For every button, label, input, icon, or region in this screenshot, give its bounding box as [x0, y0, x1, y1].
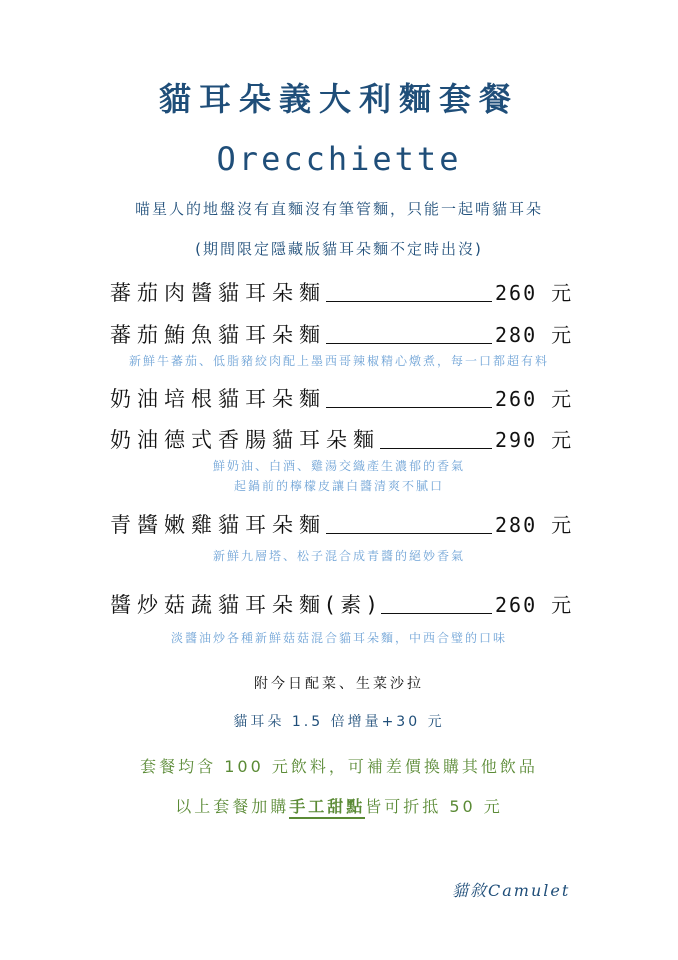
menu-item-description: 新鮮牛蕃茄、低脂豬絞肉配上墨西哥辣椒精心燉煮，每一口都超有料	[128, 354, 549, 368]
limited-note: (期間限定隱藏版貓耳朵麵不定時出沒)	[195, 240, 483, 258]
menu-item-price: 290 元	[495, 428, 574, 452]
leader-line	[380, 447, 492, 449]
menu-item-name: 奶油培根貓耳朵麵	[110, 387, 326, 411]
menu-item-description: 淡醬油炒各種新鮮菇菇混合貓耳朵麵，中西合璧的口味	[170, 631, 507, 645]
menu-item-description: 鮮奶油、白酒、雞湯交織產生濃郁的香氣	[212, 459, 465, 473]
menu-item	[110, 378, 580, 414]
menu-item-description: 新鮮九層塔、松子混合成青醬的絕妙香氣	[212, 549, 465, 563]
menu-item-description: 起鍋前的檸檬皮讓白醬清爽不膩口	[233, 479, 444, 493]
signature: 貓敘Camulet	[452, 881, 571, 900]
dessert-note-prefix: 以上套餐加購	[175, 797, 290, 816]
dessert-note	[0, 794, 678, 817]
menu-item-price: 280 元	[495, 323, 574, 347]
menu-item-name: 奶油德式香腸貓耳朵麵	[110, 428, 380, 452]
menu-item	[110, 314, 580, 350]
dessert-note-suffix: 皆可折抵 50 元	[365, 797, 503, 816]
menu-item-price: 280 元	[495, 513, 574, 537]
menu-item	[110, 419, 580, 455]
page-subtitle: Orecchiette	[216, 140, 462, 178]
leader-line	[326, 300, 492, 302]
leader-line	[326, 342, 492, 344]
tagline: 喵星人的地盤沒有直麵沒有筆管麵，只能一起啃貓耳朵	[134, 200, 543, 218]
menu-item-name: 蕃茄鮪魚貓耳朵麵	[110, 323, 326, 347]
leader-line	[381, 612, 492, 614]
menu-item-price: 260 元	[495, 593, 574, 617]
portion-upgrade-note: 貓耳朵 1.5 倍增量+30 元	[233, 714, 445, 730]
menu-item-name: 醬炒菇蔬貓耳朵麵(素)	[110, 593, 382, 617]
menu-item	[110, 584, 580, 620]
dessert-highlight: 手工甜點	[289, 797, 365, 819]
menu-item-price: 260 元	[495, 281, 574, 305]
menu-item-name: 蕃茄肉醬貓耳朵麵	[110, 281, 326, 305]
drink-note: 套餐均含 100 元飲料，可補差價換購其他飲品	[140, 757, 538, 776]
side-dish-note: 附今日配菜、生菜沙拉	[254, 676, 424, 692]
menu-item-price: 260 元	[495, 387, 574, 411]
menu-item	[110, 272, 580, 308]
page-title: 貓耳朵義大利麵套餐	[158, 80, 519, 118]
leader-line	[326, 406, 492, 408]
leader-line	[326, 532, 492, 534]
menu-item	[110, 504, 580, 540]
menu-item-name: 青醬嫩雞貓耳朵麵	[110, 513, 326, 537]
